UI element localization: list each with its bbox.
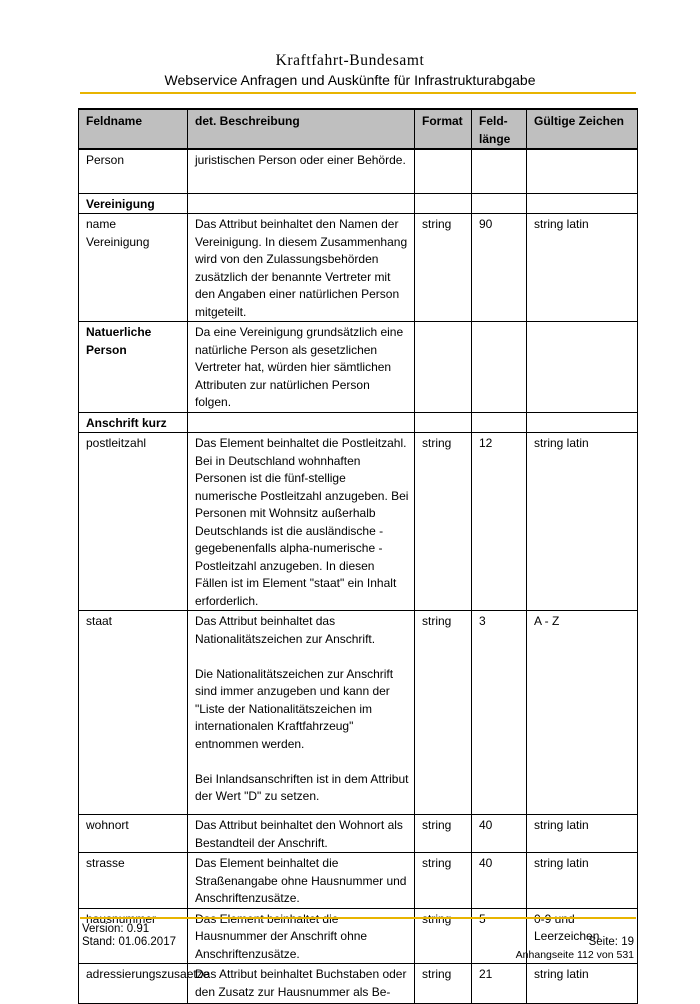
field-length [472, 322, 527, 413]
empty-cell [415, 412, 472, 433]
field-description [188, 853, 415, 909]
field-name: hausnummer [79, 908, 188, 964]
field-valid-chars: A - Z [527, 611, 638, 815]
table-row [79, 433, 638, 611]
table-row [79, 611, 638, 815]
field-name: name Vereinigung [79, 214, 188, 322]
description-paragraph: Die Nationalitätszeichen zur Anschrift sind immer anzugeben und kann der "Liste der Nationalitätszeichen im internationalen Kraftfahrzeug" entnommen werden. [195, 666, 394, 751]
column-header-format: Format [415, 109, 472, 149]
column-header-zeichen: Gültige Zeichen [527, 109, 638, 149]
field-table [78, 108, 638, 1004]
section-title: Anschrift kurz [79, 412, 188, 433]
description-paragraph: Bei Inlandsanschriften ist in dem Attribut der Wert "D" zu setzen. [195, 771, 409, 803]
empty-cell [527, 412, 638, 433]
column-header-beschreibung: det. Beschreibung [188, 109, 415, 149]
table-row [79, 322, 638, 413]
field-valid-chars: string latin [527, 964, 638, 1004]
field-valid-chars: string latin [527, 433, 638, 611]
empty-cell [188, 412, 415, 433]
footer-rule [80, 917, 636, 919]
field-length: 5 [472, 908, 527, 964]
table-header-row [79, 109, 638, 149]
field-name: wohnort [79, 815, 188, 853]
table-row [79, 853, 638, 909]
field-valid-chars: string latin [527, 815, 638, 853]
header-rule [80, 92, 636, 94]
field-name: strasse [79, 853, 188, 909]
field-valid-chars [527, 149, 638, 193]
version-label: Version: 0.91 [82, 923, 150, 935]
field-length: 21 [472, 964, 527, 1004]
page-number: Seite: 19 [588, 936, 634, 948]
field-format: string [415, 815, 472, 853]
description-paragraph: Das Element beinhaltet die Postleitzahl. Bei in Deutschland wohnhaften Personen ist die fünf-stellige numerische Postleitzahl anzugeben. Bei Personen mit Wohnsitz außerhalb Deutschlands ist die ausländische - gegebenenfalls alpha-numerische - Postleitzahl anzugeben. In diesen Fällen ist im Element "staat" ein Inhalt erforderlich. [195, 436, 409, 608]
field-format: string [415, 433, 472, 611]
empty-cell [472, 193, 527, 214]
field-name: adressierungszusaetze [79, 964, 188, 1004]
document-subtitle: Webservice Anfragen und Auskünfte für Infrastrukturabgabe [164, 72, 536, 88]
section-row [79, 412, 638, 433]
field-format: string [415, 908, 472, 964]
description-paragraph: juristischen Person oder einer Behörde. [195, 153, 406, 167]
column-header-feldname: Feldname [79, 109, 188, 149]
section-title: Vereinigung [79, 193, 188, 214]
field-name: postleitzahl [79, 433, 188, 611]
table-row [79, 214, 638, 322]
field-length: 40 [472, 853, 527, 909]
field-format [415, 149, 472, 193]
empty-cell [527, 193, 638, 214]
empty-cell [188, 193, 415, 214]
field-valid-chars: 0-9 und Leerzeichen [527, 908, 638, 964]
field-format: string [415, 853, 472, 909]
field-format: string [415, 214, 472, 322]
field-description [188, 214, 415, 322]
empty-cell [415, 193, 472, 214]
field-format: string [415, 964, 472, 1004]
description-paragraph: Das Attribut beinhaltet den Namen der Vereinigung. In diesem Zusammenhang wird von den Zulassungsbehörden zusätzlich der benannte Vertreter mit den Angaben einer natürlichen Person mitgeteilt. [195, 217, 408, 319]
field-length: 40 [472, 815, 527, 853]
stand-label: Stand: 01.06.2017 [82, 936, 176, 948]
empty-cell [472, 412, 527, 433]
field-length: 12 [472, 433, 527, 611]
field-format [415, 322, 472, 413]
description-paragraph: Das Attribut beinhaltet den Wohnort als Bestandteil der Anschrift. [195, 818, 403, 850]
description-paragraph: Das Element beinhaltet die Straßenangabe ohne Hausnummer und Anschriftenzusätze. [195, 856, 407, 905]
description-paragraph: Da eine Vereinigung grundsätzlich eine natürliche Person als gesetzlichen Vertreter hat, würden hier sämtlichen Attributen zur natürlichen Person folgen. [195, 325, 404, 409]
field-description [188, 964, 415, 1004]
field-description [188, 149, 415, 193]
field-description [188, 322, 415, 413]
table-row [79, 815, 638, 853]
field-format: string [415, 611, 472, 815]
field-name: Natuerliche Person [79, 322, 188, 413]
field-name: Person [79, 149, 188, 193]
table-row [79, 149, 638, 193]
description-paragraph: Das Attribut beinhaltet das Nationalitätszeichen zur Anschrift. [195, 614, 376, 646]
field-length [472, 149, 527, 193]
field-description [188, 611, 415, 815]
field-length: 3 [472, 611, 527, 815]
description-paragraph: Das Attribut beinhaltet Buchstaben oder den Zusatz zur Hausnummer als Be- [195, 967, 407, 999]
field-valid-chars: string latin [527, 853, 638, 909]
column-header-laenge: Feld- länge [472, 109, 527, 149]
section-row [79, 193, 638, 214]
field-description [188, 815, 415, 853]
description-paragraph: Das Element beinhaltet die Hausnummer der Anschrift ohne Anschriftenzusätze. [195, 911, 368, 961]
organization-title: Kraftfahrt-Bundesamt [275, 52, 425, 69]
appendix-page: Anhangseite 112 von 531 [515, 949, 634, 961]
field-valid-chars [527, 322, 638, 413]
field-description [188, 433, 415, 611]
table-row [79, 964, 638, 1004]
field-valid-chars: string latin [527, 214, 638, 322]
field-name: staat [79, 611, 188, 815]
field-length: 90 [472, 214, 527, 322]
